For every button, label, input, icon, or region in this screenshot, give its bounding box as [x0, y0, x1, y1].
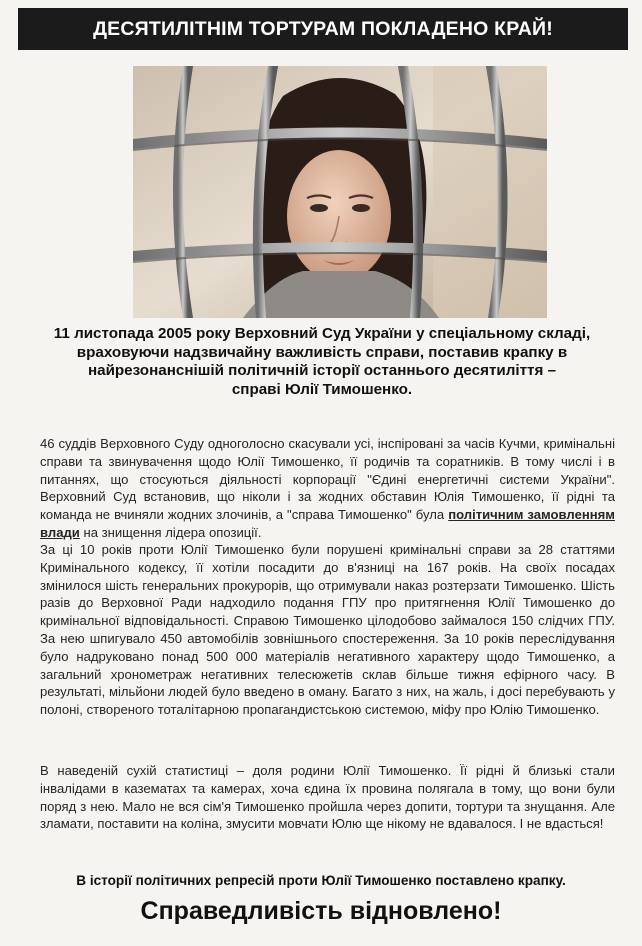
paragraph1-emphasis: політичним замовленням влади: [40, 507, 615, 540]
paragraph1-text: 46 суддів Верховного Суду одноголосно скасували усі, інспіровані за часів Кучми, кримінальні справи та звинувачення щодо Юлії Тимошенко, її родичів та соратників. В тому числі і в питаннях, що стосуються діяльності корпорації "Єдині енергетичні системи України". Верховний Суд встановив, що ніколи і за жодних обставин Юлія Тимошенко, її рідні та команда не вчиняли жодних злочинів, а "справа Тимошенко" була: [40, 436, 615, 523]
paragraph1-text-end: на знищення лідера опозиції.: [79, 524, 262, 540]
closing-statement: В історії політичних репресій проти Юлії Тимошенко поставлено крапку.: [76, 873, 566, 888]
headline-banner: [18, 8, 628, 50]
final-slogan: Справедливість відновлено!: [140, 897, 502, 925]
photo-woman-behind-bars: [133, 66, 547, 318]
lead-line: враховуючи надзвичайну важливість справи, поставив крапку в: [76, 343, 568, 361]
paragraph-statistics: За ці 10 років проти Юлії Тимошенко були порушені кримінальні справи за 28 статтями Кримінального кодексу, її хотіли посадити до в'язниці на 167 років. На своїх посадах змінилося шість генеральних прокурорів, що отримували наказ розтерзати Тимошенко. Шість разів до Верховної Ради надходило подання ГПУ про притягнення Юлії Тимошенко до кримінальної відповідальності. Справою Тимошенко цілодобово займалося 150 слідчих ГПУ. За нею шпигувало 450 автомобілів зовнішнього спостереження. За 10 років переслідування було надруковано понад 500 000 матеріалів негативного характеру щодо Тимошенко, а загальний хронометраж негативних телесюжетів склав більше тижня ефірного часу. В результаті, мільйони людей було введено в оману. Багато з них, на жаль, і досі перебувають у полоні, створеного тоталітарною пропагандистською системою, міфу про Юлію Тимошенко.: [40, 542, 615, 718]
lead-line: 11 листопада 2005 року Верховний Суд України у спеціальному складі,: [53, 325, 591, 342]
headline: ДЕСЯТИЛІТНІМ ТОРТУРАМ ПОКЛАДЕНО КРАЙ!: [93, 17, 553, 40]
paragraph-family: В наведеній сухій статистиці – доля родини Юлії Тимошенко. Її рідні й близькі стали інвалідами в казематах та камерах, хоча єдина їх провина полягала в тому, що вони були поряд з нею. Мало не вся сім'я Тимошенко пройшла через допити, тортури та знущання. Але зламати, поставити на коліна, змусити мовчати Юлю ще нікому не вдавалося. І не вдасться!: [40, 763, 615, 832]
lead-line: найрезонанснішій політичній історії останнього десятиліття –: [87, 362, 557, 379]
lead-line: справі Юлії Тимошенко.: [231, 380, 413, 398]
paragraph-court-decision: [40, 435, 615, 542]
lead-paragraph: [28, 325, 616, 399]
